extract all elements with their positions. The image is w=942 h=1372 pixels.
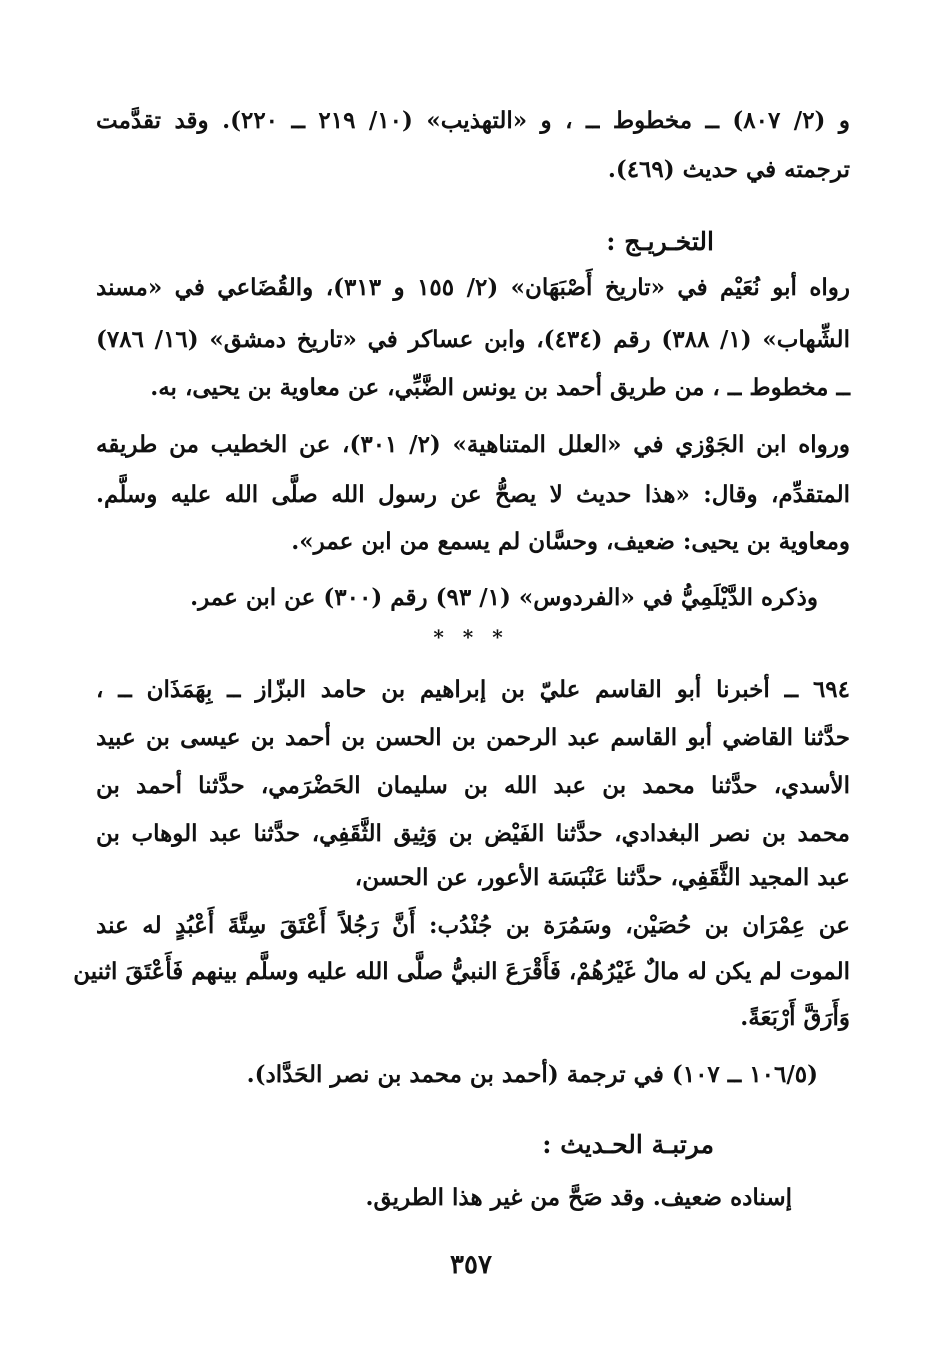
text-line: ــ مخطوط ــ ، من طريق أحمد بن يونس الضَّبِّي، عن معاوية بن يحيى، به. bbox=[150, 374, 850, 401]
hadith-line: حدَّثنا القاضي أبو القاسم عبد الرحمن بن الحسن بن أحمد بن عيسى بن عبيد bbox=[96, 724, 850, 751]
section-heading-takhrij: التخـريـج : bbox=[606, 227, 714, 256]
text-line: ترجمته في حديث (٤٦٩). bbox=[607, 156, 850, 183]
text-line: الشِّهاب» (١/ ٣٨٨) رقم (٤٣٤)، وابن عساكر في «تاريخ دمشق» (١٦/ ٧٨٦) bbox=[96, 326, 850, 353]
text-line: و (٢/ ٨٠٧) ــ مخطوط ــ ، و «التهذيب» (١٠/ ٢١٩ ــ ٢٢٠). وقد تقدَّمت bbox=[96, 107, 850, 134]
page-number: ٣٥٧ bbox=[450, 1250, 492, 1280]
text-line: ومعاوية بن يحيى: ضعيف، وحسَّان لم يسمع من ابن عمر». bbox=[291, 528, 850, 555]
hadith-line: محمد بن نصر البغدادي، حدَّثنا الفَيْض بن وَثِيق الثَّقَفِي، حدَّثنا عبد الوهاب بن bbox=[96, 820, 850, 847]
text-line: ورواه ابن الجَوْزي في «العلل المتناهية» (٢/ ٣٠١)، عن الخطيب من طريقه bbox=[96, 431, 850, 458]
text-line: المتقدِّم، وقال: «هذا حديث لا يصحُّ عن رسول الله صلَّى الله عليه وسلَّم. bbox=[96, 481, 850, 508]
hadith-line: الموت لم يكن له مالٌ غَيْرُهُمْ، فَأَقْرَعَ النبيُّ صلَّى الله عليه وسلَّم بينهم فَأَعْتَقَ اثنين bbox=[73, 958, 850, 985]
hadith-line: الأسدي، حدَّثنا محمد بن عبد الله بن سليمان الحَضْرَمي، حدَّثنا أحمد بن bbox=[96, 772, 850, 799]
hadith-line: عبد المجيد الثَّقَفِي، حدَّثنا عَنْبَسَة الأعور، عن الحسن، bbox=[354, 864, 850, 891]
section-heading-rank: مرتبـة الحـديث : bbox=[542, 1130, 714, 1159]
text-line: وذكره الدَّيْلَمِيُّ في «الفردوس» (١/ ٩٣) رقم (٣٠٠) عن ابن عمر. bbox=[190, 584, 818, 611]
hadith-line: وَأَرَقَّ أَرْبَعَةً. bbox=[740, 1004, 850, 1031]
text-line: رواه أبو نُعَيْم في «تاريخ أَصْبَهَان» (٢/ ١٥٥ و ٣١٣)، والقُضَاعي في «مسند bbox=[96, 274, 850, 301]
section-separator: * * * bbox=[433, 625, 509, 649]
hadith-line: عن عِمْرَان بن حُصَيْن، وسَمُرَة بن جُنْدُب: أَنَّ رَجُلاً أَعْتَقَ سِتَّةَ أَعْبُدٍ له عند bbox=[96, 912, 850, 939]
text-line: إسناده ضعيف. وقد صَحَّ من غير هذا الطريق. bbox=[365, 1184, 792, 1211]
source-reference: (١٠٦/٥ ــ ١٠٧) في ترجمة (أحمد بن محمد بن نصر الحَدَّاد). bbox=[246, 1061, 818, 1088]
hadith-line: ٦٩٤ ــ أخبرنا أبو القاسم عليّ بن إبراهيم بن حامد البزّاز ــ بِهَمَذَان ــ ، bbox=[96, 676, 850, 703]
